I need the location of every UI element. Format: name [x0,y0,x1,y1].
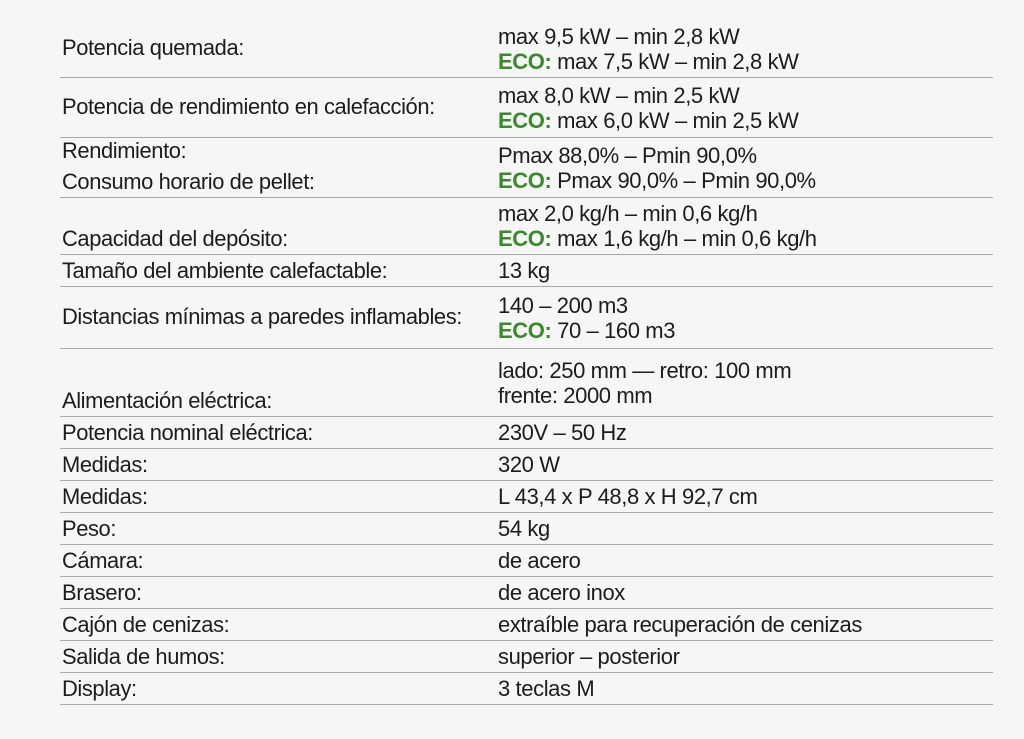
spec-row [60,255,993,287]
spec-label: Display: [61,676,137,701]
spec-row [60,577,993,609]
spec-value [496,349,993,416]
spec-table [60,20,993,705]
value-line: 13 kg [498,258,550,283]
spec-label: Tamaño del ambiente calefactable: [61,258,388,283]
spec-value [496,641,993,672]
value-line: 320 W [498,452,560,477]
spec-row [60,198,993,255]
spec-value [496,545,993,576]
value-line: 3 teclas M [498,676,595,701]
value-line: lado: 250 mm — retro: 100 mm [498,357,792,383]
spec-row [60,481,993,513]
eco-tag: ECO: [498,317,552,343]
eco-tag: ECO: [498,107,552,133]
spec-label: Medidas: [61,452,148,477]
spec-label: Cámara: [61,548,144,573]
value-line: max 9,5 kW – min 2,8 kW [498,23,740,49]
spec-row [60,138,993,198]
spec-value [496,609,993,640]
spec-row [60,287,993,349]
spec-row [60,20,993,78]
value-line: Pmax 88,0% – Pmin 90,0% [498,142,757,168]
spec-value [496,198,993,254]
spec-label: Brasero: [61,580,142,605]
spec-value [496,577,993,608]
spec-row [60,673,993,705]
spec-row [60,449,993,481]
spec-value [496,449,993,480]
spec-label: Cajón de cenizas: [61,612,230,637]
spec-label: Peso: [61,516,117,541]
spec-row [60,417,993,449]
spec-value [496,417,993,448]
spec-value [496,513,993,544]
spec-value [496,20,993,77]
spec-label: Medidas: [61,484,148,509]
spec-row [60,545,993,577]
spec-label: Potencia de rendimiento en calefacción: [61,93,435,119]
spec-label: Alimentación eléctrica: [61,388,272,413]
spec-label: Distancias mínimas a paredes inflamables: [61,303,462,329]
spec-value [496,138,993,197]
spec-row [60,609,993,641]
value-line: 140 – 200 m3 [498,292,628,318]
value-line: ECO: max 6,0 kW – min 2,5 kW [498,107,799,133]
spec-label: Salida de humos: [61,644,225,669]
spec-row [60,349,993,417]
spec-label: Capacidad del depósito: [61,226,288,251]
spec-value [496,481,993,512]
value-line: superior – posterior [498,644,680,669]
spec-row [60,513,993,545]
value-line: de acero inox [498,580,625,605]
value-line: ECO: 70 – 160 m3 [498,317,676,343]
value-line: de acero [498,548,581,573]
spec-label: Potencia quemada: [61,34,244,60]
value-line: ECO: Pmax 90,0% – Pmin 90,0% [498,167,816,193]
spec-row [60,78,993,138]
value-line: 54 kg [498,516,550,541]
value-line: L 43,4 x P 48,8 x H 92,7 cm [498,484,758,509]
spec-value [496,78,993,137]
value-line: max 2,0 kg/h – min 0,6 kg/h [498,201,758,226]
spec-label: Rendimiento: Consumo horario de pellet: [61,138,315,194]
eco-tag: ECO: [498,48,552,74]
spec-label: Potencia nominal eléctrica: [61,420,313,445]
value-line: 230V – 50 Hz [498,420,627,445]
eco-tag: ECO: [498,167,552,193]
value-line: frente: 2000 mm [498,382,653,408]
value-line: max 8,0 kW – min 2,5 kW [498,82,740,108]
eco-tag: ECO: [498,226,552,251]
spec-row [60,641,993,673]
spec-value [496,673,993,704]
value-line: extraíble para recuperación de cenizas [498,612,862,637]
value-line: ECO: max 7,5 kW – min 2,8 kW [498,48,799,74]
value-line: ECO: max 1,6 kg/h – min 0,6 kg/h [498,226,817,251]
spec-value [496,255,993,286]
spec-value [496,287,993,348]
